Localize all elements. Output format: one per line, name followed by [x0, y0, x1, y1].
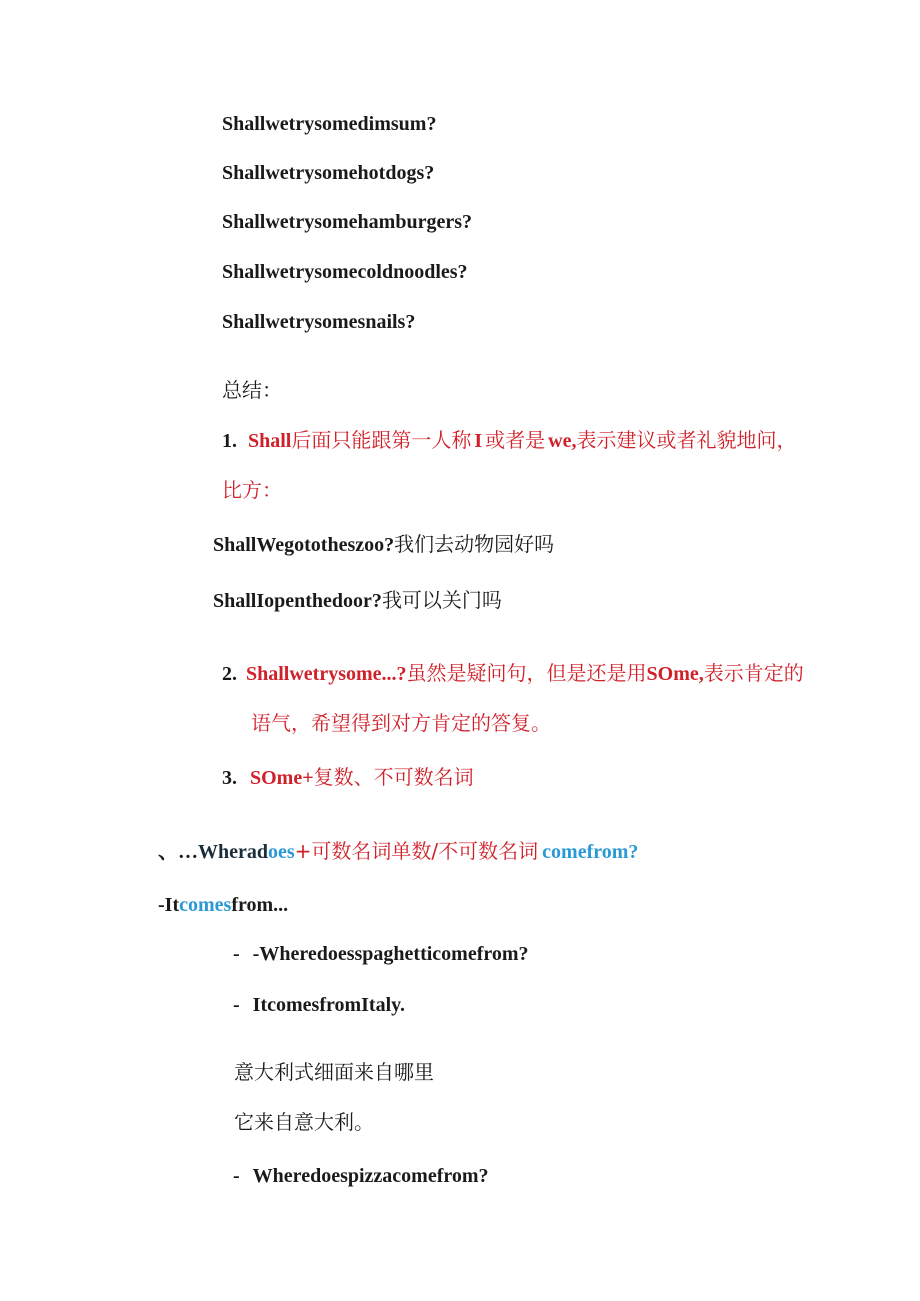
shall-we-english: ShallWegototheszoo? [213, 534, 395, 556]
shall-we-sentence [213, 534, 554, 555]
point-3 [222, 767, 474, 788]
shall-i-chinese: 我可以关门吗 [381, 588, 502, 612]
dialog-dash: - [233, 1165, 240, 1187]
answer-it: -It [158, 894, 180, 916]
point-3-number: 3. [222, 767, 237, 789]
shall-i-sentence [213, 590, 502, 611]
dialog-text: ItcomesfromItaly. [252, 994, 406, 1016]
shall-we-chinese: 我们去动物园好吗 [394, 532, 555, 556]
point-2-number: 2. [222, 663, 237, 685]
section-2-oes: oes [268, 841, 295, 863]
point-3-some: SOme+ [250, 767, 314, 789]
dialog-line-2 [233, 995, 405, 1015]
point-3-text: 复数、不可数名词 [313, 765, 474, 789]
point-1-continued: 比方： [222, 478, 282, 502]
point-1-number: 1. [222, 430, 237, 452]
point-1-text-b: 或者是 [485, 428, 546, 452]
section-2-heading [158, 841, 638, 862]
point-2-text-b: 表示肯定的 [703, 661, 804, 685]
section-2-text: +可数名词单数/不可数名词 [294, 839, 539, 863]
point-1 [222, 430, 796, 451]
example-line-1: Shallwetrysomedimsum? [222, 113, 437, 135]
point-1-text-a: 后面只能跟第一人称 [291, 428, 472, 452]
point-1-text-c: 表示建议或者礼貌地问， [576, 428, 797, 452]
point-1-we: we, [548, 430, 577, 452]
example-line-3: Shallwetrysomehamburgers? [222, 211, 472, 233]
dialog-line-3 [233, 1166, 489, 1186]
answer-pattern [158, 895, 288, 915]
point-1-i: I [474, 430, 483, 452]
point-1-shall: Shall [248, 430, 292, 452]
example-line-4: Shallwetrysomecoldnoodles? [222, 261, 468, 283]
dialog-dash: - [233, 994, 240, 1016]
point-2-text-a: 虽然是疑问句，但是还是用 [406, 661, 647, 685]
section-2-prefix: 、… [158, 841, 198, 863]
point-2-english: Shallwetrysome...? [246, 663, 407, 685]
translation-1: 意大利式细面来自哪里 [234, 1060, 434, 1084]
dialog-line-1 [233, 944, 529, 964]
summary-heading: 总结： [222, 378, 282, 402]
dialog-text: -Wheredoesspaghetticomefrom? [252, 943, 529, 965]
point-2-continued: 语气，希望得到对方肯定的答复。 [251, 711, 551, 735]
section-2-where: Wherad [198, 841, 268, 863]
example-line-2: Shallwetrysomehotdogs? [222, 162, 435, 184]
dialog-text: Wheredoespizzacomefrom? [252, 1165, 489, 1187]
dialog-dash: - [233, 943, 240, 965]
point-2-some: SOme, [646, 663, 704, 685]
point-2 [222, 663, 804, 684]
shall-i-english: ShallIopenthedoor? [213, 590, 382, 612]
translation-2: 它来自意大利。 [234, 1110, 374, 1134]
answer-from: from... [231, 894, 289, 916]
section-2-comefrom: comefrom? [542, 841, 639, 863]
example-line-5: Shallwetrysomesnails? [222, 311, 416, 333]
answer-comes: comes [179, 894, 232, 916]
